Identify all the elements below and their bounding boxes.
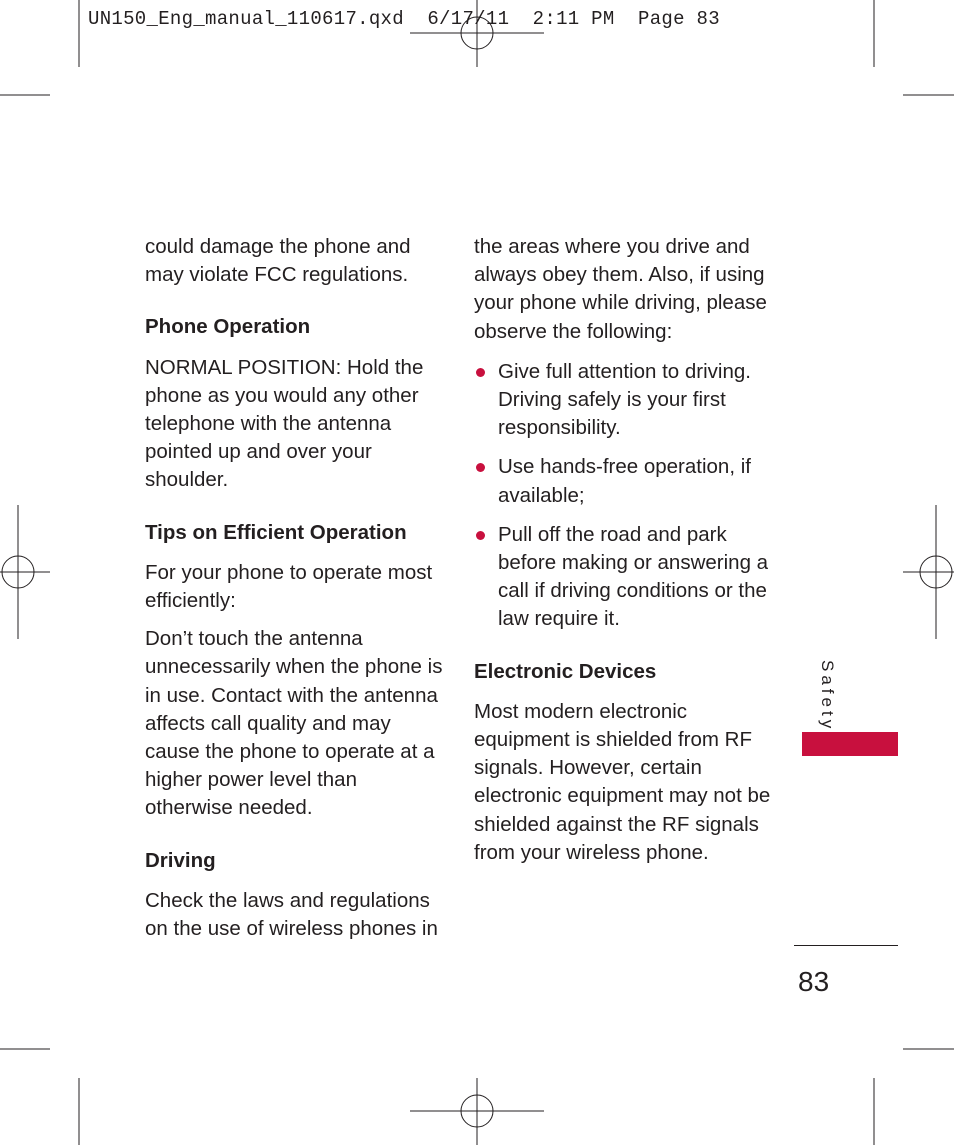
tips-text: Don’t touch the antenna unnecessarily when the phone is in use. Contact with the antenna affects call quality and may cause the phone to operate at a higher power level than otherwise needed.: [145, 627, 443, 820]
page-number: 83: [798, 966, 830, 997]
driving-guidelines-list: [474, 358, 774, 634]
left-column: [145, 233, 445, 955]
left-intro-text: could damage the phone and may violate FCC regulations.: [145, 235, 411, 287]
tips-subheading: For your phone to operate most efficiently:: [145, 560, 433, 613]
right-intro-text: the areas where you drive and always obey them. Also, if using your phone while driving, please observe the following:: [474, 235, 767, 343]
driving-heading: Driving: [145, 848, 216, 872]
list-item-text: Give full attention to driving. Driving safely is your first responsibility.: [498, 359, 751, 440]
tips-heading: Tips on Efficient Operation: [145, 520, 407, 544]
list-item: [474, 453, 774, 509]
electronic-devices-heading: Electronic Devices: [474, 659, 657, 683]
section-side-label: Safety: [818, 660, 837, 733]
print-slug-line: UN150_Eng_manual_110617.qxd 6/17/11 2:11 PM Page 83: [88, 8, 720, 30]
electronic-devices-text: Most modern electronic equipment is shielded from RF signals. However, certain electronic equipment may not be shielded against the RF signals from your wireless phone.: [474, 699, 771, 864]
list-item: [474, 521, 774, 634]
phone-operation-text: NORMAL POSITION: Hold the phone as you would any other telephone with the antenna pointed up and over your shoulder.: [145, 355, 424, 492]
list-item-text: Use hands-free operation, if available;: [498, 455, 751, 507]
right-column: [474, 233, 774, 879]
section-color-tab: [802, 732, 898, 756]
list-item: [474, 358, 774, 443]
driving-text: Check the laws and regulations on the use of wireless phones in: [145, 888, 438, 941]
page-number-rule: [794, 945, 898, 946]
bullet-icon: [476, 531, 485, 540]
bullet-icon: [476, 368, 485, 377]
bullet-icon: [476, 463, 485, 472]
list-item-text: Pull off the road and park before making or answering a call if driving conditions or the law require it.: [498, 522, 769, 631]
phone-operation-heading: Phone Operation: [145, 315, 311, 339]
